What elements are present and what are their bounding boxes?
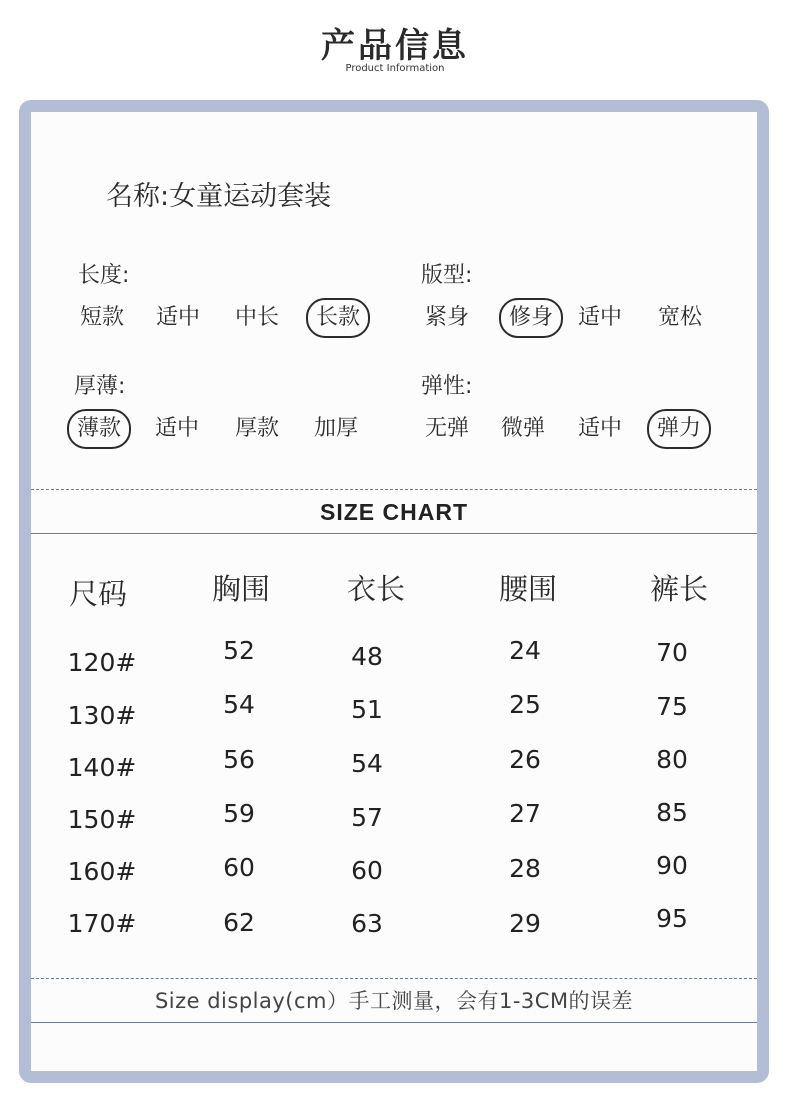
- thickness-label: 厚薄:: [74, 374, 126, 399]
- table-cell: 54: [223, 690, 255, 719]
- length-option: 中长: [235, 305, 280, 330]
- size-cell: 130#: [67, 701, 137, 730]
- table-cell: 60: [351, 856, 383, 885]
- table-cell: 75: [656, 692, 688, 721]
- info-frame: [19, 100, 769, 1083]
- divider-solid: [31, 533, 757, 534]
- thickness-option-selected: 薄款: [67, 409, 131, 449]
- table-header: 腰围: [498, 572, 557, 606]
- measurement-note: Size display(cm）手工测量，会有1-3CM的误差: [154, 989, 634, 1013]
- divider-dashed: [31, 978, 757, 979]
- table-cell: 24: [509, 636, 541, 665]
- table-cell: 25: [509, 690, 541, 719]
- table-cell: 52: [223, 636, 255, 665]
- table-cell: 80: [656, 745, 688, 774]
- divider-solid: [31, 1022, 757, 1023]
- size-cell: 140#: [67, 753, 137, 782]
- table-cell: 63: [351, 909, 383, 938]
- page-title: 产品信息: [321, 26, 469, 66]
- length-option: 短款: [80, 305, 125, 330]
- info-card: [31, 112, 757, 1071]
- thickness-option: 厚款: [235, 416, 280, 441]
- fit-option: 适中: [578, 305, 623, 330]
- table-cell: 54: [351, 749, 383, 778]
- table-header: 衣长: [346, 572, 405, 606]
- fit-option: 宽松: [658, 305, 703, 330]
- table-cell: 90: [656, 851, 688, 880]
- table-header: 裤长: [649, 572, 708, 606]
- elasticity-option: 无弹: [425, 416, 470, 441]
- length-label: 长度:: [78, 263, 130, 288]
- table-header: 尺码: [68, 577, 127, 611]
- size-cell: 150#: [67, 805, 137, 834]
- table-cell: 60: [223, 853, 255, 882]
- elasticity-option: 适中: [578, 416, 623, 441]
- elasticity-label: 弹性:: [421, 374, 473, 399]
- size-cell: 170#: [67, 909, 137, 938]
- table-cell: 26: [509, 745, 541, 774]
- elasticity-option: 微弹: [501, 416, 546, 441]
- table-header: 胸围: [211, 572, 270, 606]
- table-cell: 57: [351, 803, 383, 832]
- table-cell: 85: [656, 798, 688, 827]
- table-cell: 28: [509, 854, 541, 883]
- fit-label: 版型:: [421, 263, 473, 288]
- thickness-option: 加厚: [314, 416, 359, 441]
- table-cell: 56: [223, 745, 255, 774]
- table-cell: 51: [351, 695, 383, 724]
- fit-option-selected: 修身: [499, 298, 563, 338]
- table-cell: 59: [223, 799, 255, 828]
- size-cell: 120#: [67, 648, 137, 677]
- table-cell: 48: [351, 642, 383, 671]
- size-cell: 160#: [67, 857, 137, 886]
- table-cell: 27: [509, 799, 541, 828]
- length-option-selected: 长款: [306, 298, 370, 338]
- thickness-option: 适中: [155, 416, 200, 441]
- product-name: 名称:女童运动套装: [106, 181, 332, 212]
- table-cell: 95: [656, 904, 688, 933]
- size-chart-title: SIZE CHART: [320, 499, 468, 525]
- length-option: 适中: [156, 305, 201, 330]
- table-cell: 70: [656, 638, 688, 667]
- table-cell: 62: [223, 908, 255, 937]
- page-subtitle: Product Information: [345, 63, 445, 74]
- divider-dashed: [31, 489, 757, 490]
- table-cell: 29: [509, 909, 541, 938]
- fit-option: 紧身: [425, 305, 470, 330]
- elasticity-option-selected: 弹力: [647, 409, 711, 449]
